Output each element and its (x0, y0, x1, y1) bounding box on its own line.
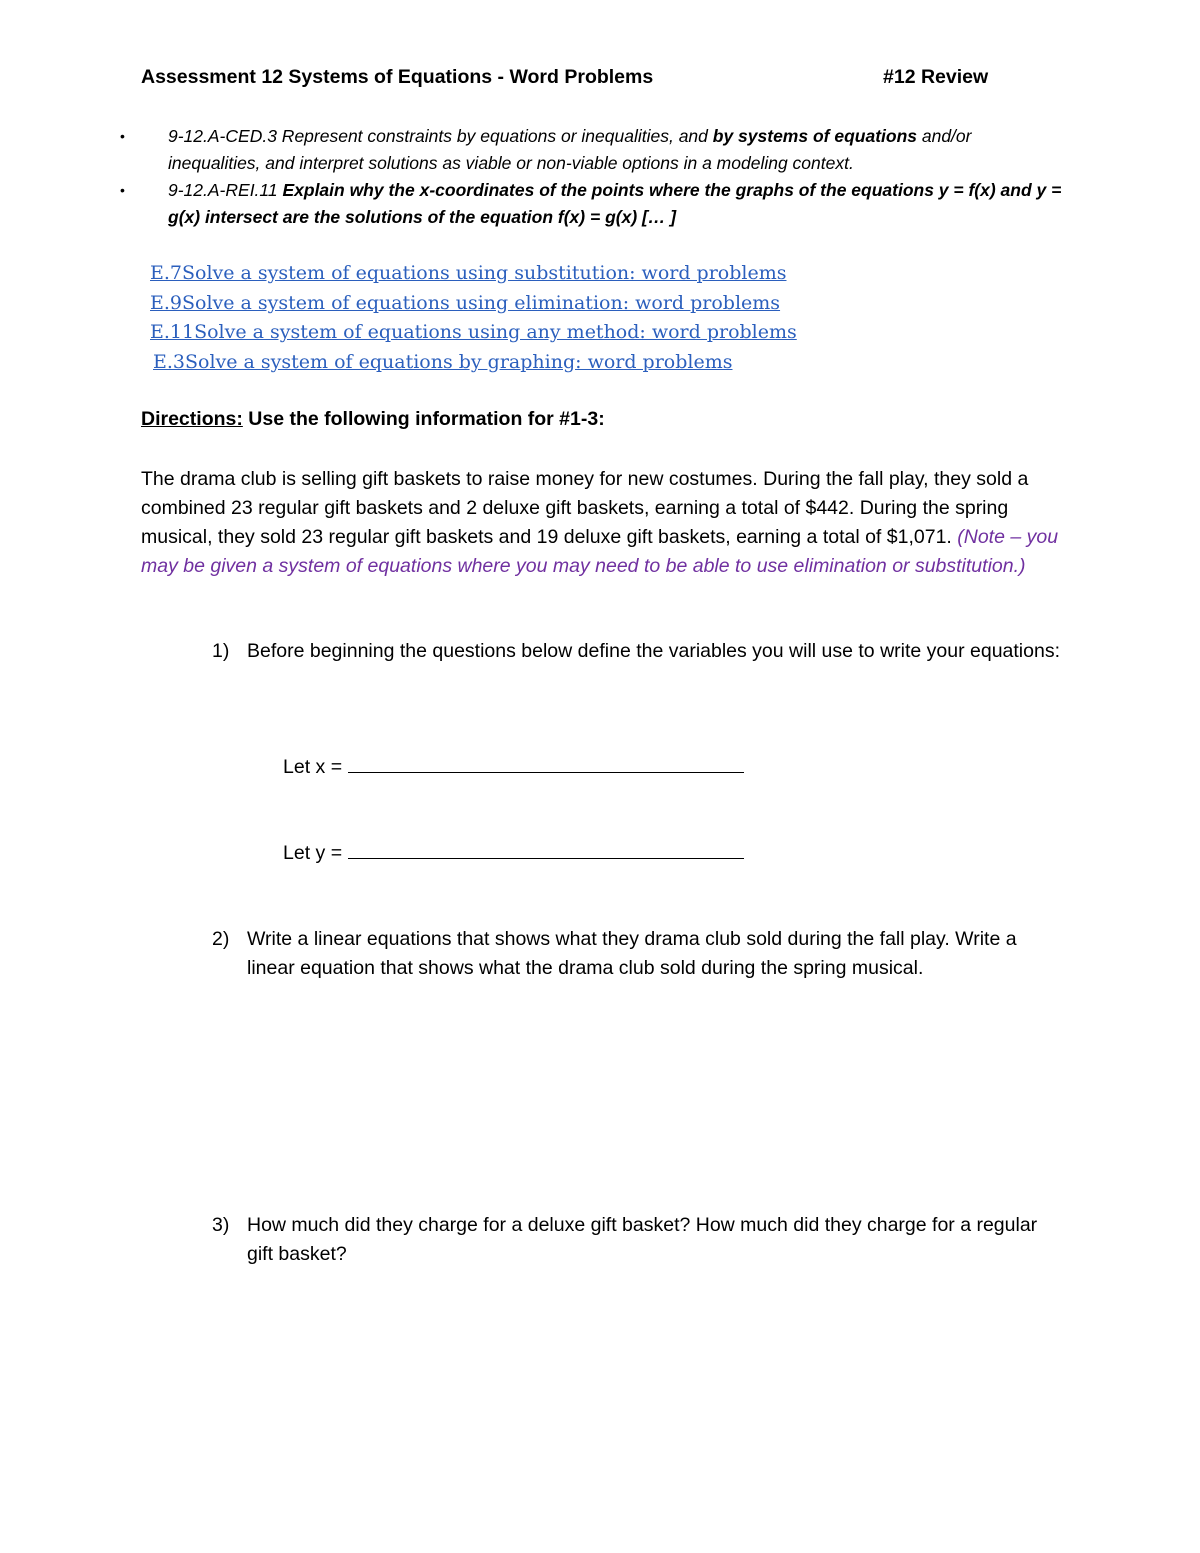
question-text: How much did they charge for a deluxe gift basket? How much did they charge for a regular gift basket? (247, 1214, 1038, 1265)
question-text: Write a linear equations that shows what they drama club sold during the fall play. Write a linear equation that shows what the drama club sold during the spring musical. (247, 928, 1017, 979)
directions-text: Use the following information for #1-3: (242, 408, 605, 430)
bullet-icon: • (120, 128, 125, 144)
let-y-blank[interactable] (348, 840, 744, 859)
bullet-icon: • (120, 182, 125, 198)
let-x-line (283, 754, 744, 779)
standard-item (168, 177, 1068, 231)
skill-link-substitution[interactable]: E.7Solve a system of equations using substitution: word problems (150, 262, 787, 284)
problem-passage (141, 465, 1066, 581)
question-number: 3) (212, 1214, 230, 1236)
review-label: #12 Review (883, 66, 989, 88)
question-number: 1) (212, 640, 230, 662)
directions-label: Directions: (141, 408, 243, 430)
skill-link-elimination[interactable]: E.9Solve a system of equations using elimination: word problems (150, 292, 781, 314)
question-text: Before beginning the questions below define the variables you will use to write your equations: (247, 640, 1061, 662)
standard-emphasis: Explain why the x-coordinates of the points where the graphs of the equations y = f(x) and y = g(x) intersect are the solutions of the equation f(x) = g(x) [… ] (168, 180, 1062, 227)
let-y-label: Let y = (283, 842, 343, 864)
directions (141, 408, 605, 431)
standard-text: Represent constraints by equations or inequalities, and (276, 126, 713, 146)
skill-link-any-method[interactable]: E.11Solve a system of equations using any method: word problems (150, 321, 797, 343)
let-x-label: Let x = (283, 756, 343, 778)
skill-link-graphing[interactable]: E.3Solve a system of equations by graphing: word problems (153, 351, 733, 373)
standard-code: 9-12.A-CED.3 (168, 126, 277, 146)
passage-note: (Note – you may be given a system of equations where you may need to be able to use elimination or substitution.) (141, 526, 1059, 577)
let-x-blank[interactable] (348, 754, 744, 773)
question-number: 2) (212, 928, 230, 950)
worksheet-title: Assessment 12 Systems of Equations - Word Problems (141, 66, 654, 88)
standard-text: and/or inequalities, and interpret solutions as viable or non-viable options in a modeling context. (168, 126, 972, 173)
standard-emphasis: by systems of equations (712, 126, 917, 146)
passage-text: The drama club is selling gift baskets to raise money for new costumes. During the fall play, they sold a combined 23 regular gift baskets and 2 deluxe gift baskets, earning a total of $442. During the spring musical, they sold 23 regular gift baskets and 19 deluxe gift baskets, earning a total of $1,071. (141, 468, 1029, 548)
standard-code: 9-12.A-REI.11 (168, 180, 278, 200)
standard-item (168, 123, 1068, 177)
let-y-line (283, 840, 744, 865)
